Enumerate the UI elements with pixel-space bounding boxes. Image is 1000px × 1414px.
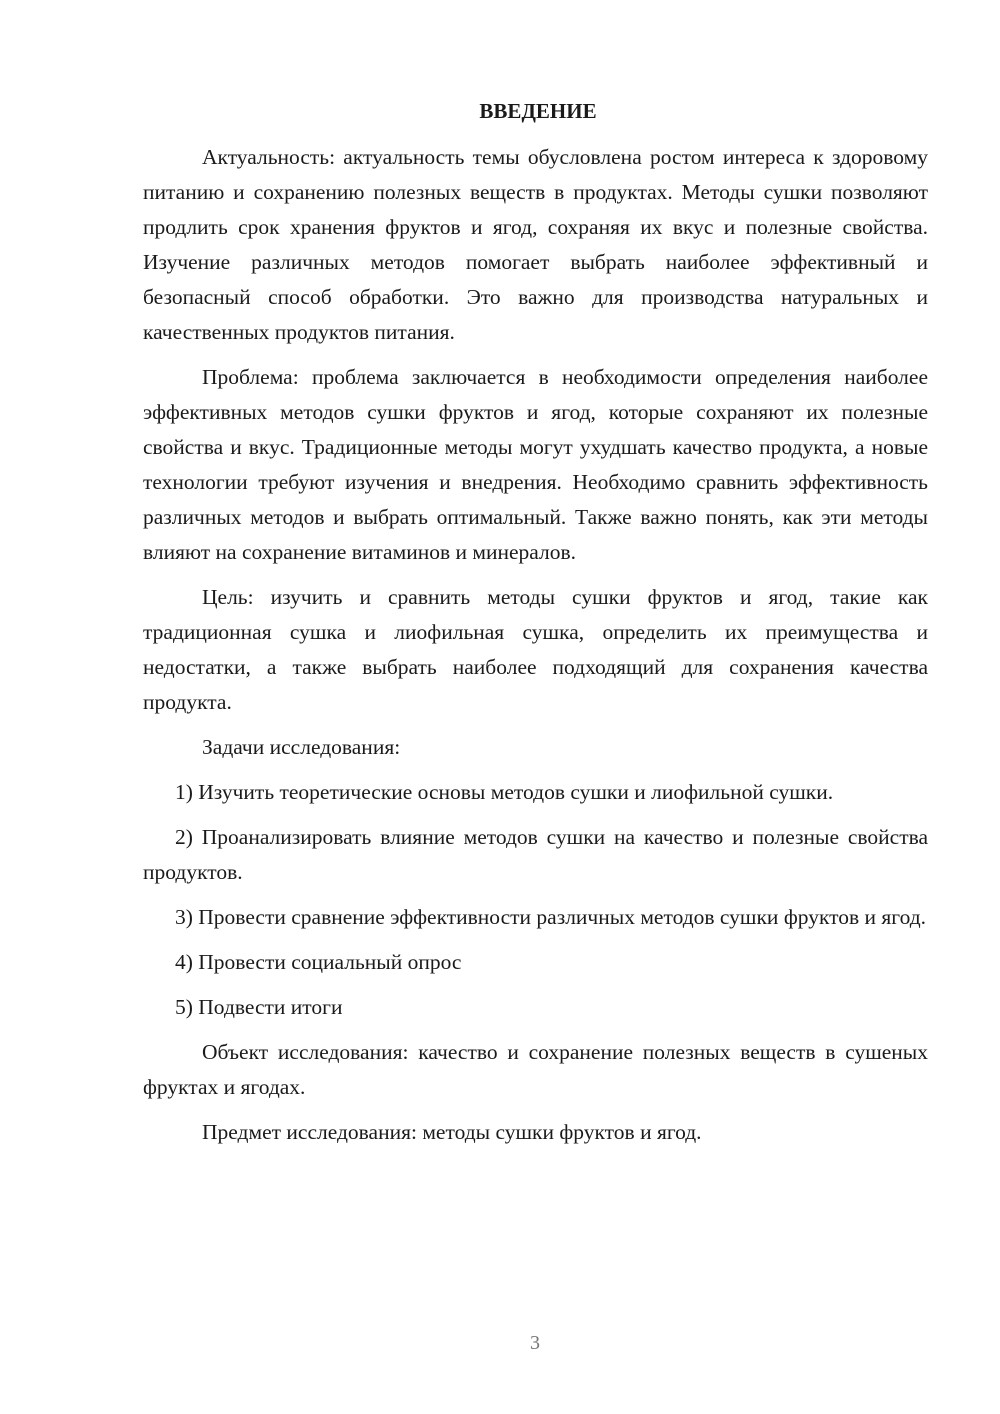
paragraph-object: Объект исследования: качество и сохранение полезных веществ в сушеных фруктах и ягодах. bbox=[143, 1040, 928, 1099]
paragraph-goal: Цель: изучить и сравнить методы сушки фруктов и ягод, такие как традиционная сушка и лиофильная сушка, определить их преимущества и недостатки, а также выбрать наиболее подходящий для сохранения качества продукта. bbox=[143, 585, 928, 714]
task-item-1: 1) Изучить теоретические основы методов сушки и лиофильной сушки. bbox=[175, 780, 834, 804]
paragraph-problem: Проблема: проблема заключается в необходимости определения наиболее эффективных методов сушки фруктов и ягод, которые сохраняют их полезные свойства и вкус. Традиционные методы могут ухудшать качество продукта, а новые технологии требуют изучения и внедрения. Необходимо сравнить эффективность различных методов и выбрать оптимальный. Также важно понять, как эти методы влияют на сохранение витаминов и минералов. bbox=[143, 365, 928, 564]
page-number: 3 bbox=[530, 1332, 540, 1354]
document-page bbox=[143, 96, 928, 1160]
task-item-4: 4) Провести социальный опрос bbox=[175, 950, 462, 974]
section-heading: ВВЕДЕНИЕ bbox=[479, 99, 597, 123]
task-item-2: 2) Проанализировать влияние методов сушки на качество и полезные свойства продуктов. bbox=[143, 825, 928, 884]
tasks-title: Задачи исследования: bbox=[202, 735, 401, 759]
paragraph-relevance: Актуальность: актуальность темы обусловлена ростом интереса к здоровому питанию и сохранению полезных веществ в продуктах. Методы сушки позволяют продлить срок хранения фруктов и ягод, сохраняя их вкус и полезные свойства. Изучение различных методов помогает выбрать наиболее эффективный и безопасный способ обработки. Это важно для производства натуральных и качественных продуктов питания. bbox=[143, 145, 928, 344]
task-item-3: 3) Провести сравнение эффективности различных методов сушки фруктов и ягод. bbox=[175, 905, 927, 929]
paragraph-subject: Предмет исследования: методы сушки фруктов и ягод. bbox=[202, 1120, 702, 1144]
task-item-5: 5) Подвести итоги bbox=[175, 995, 343, 1019]
